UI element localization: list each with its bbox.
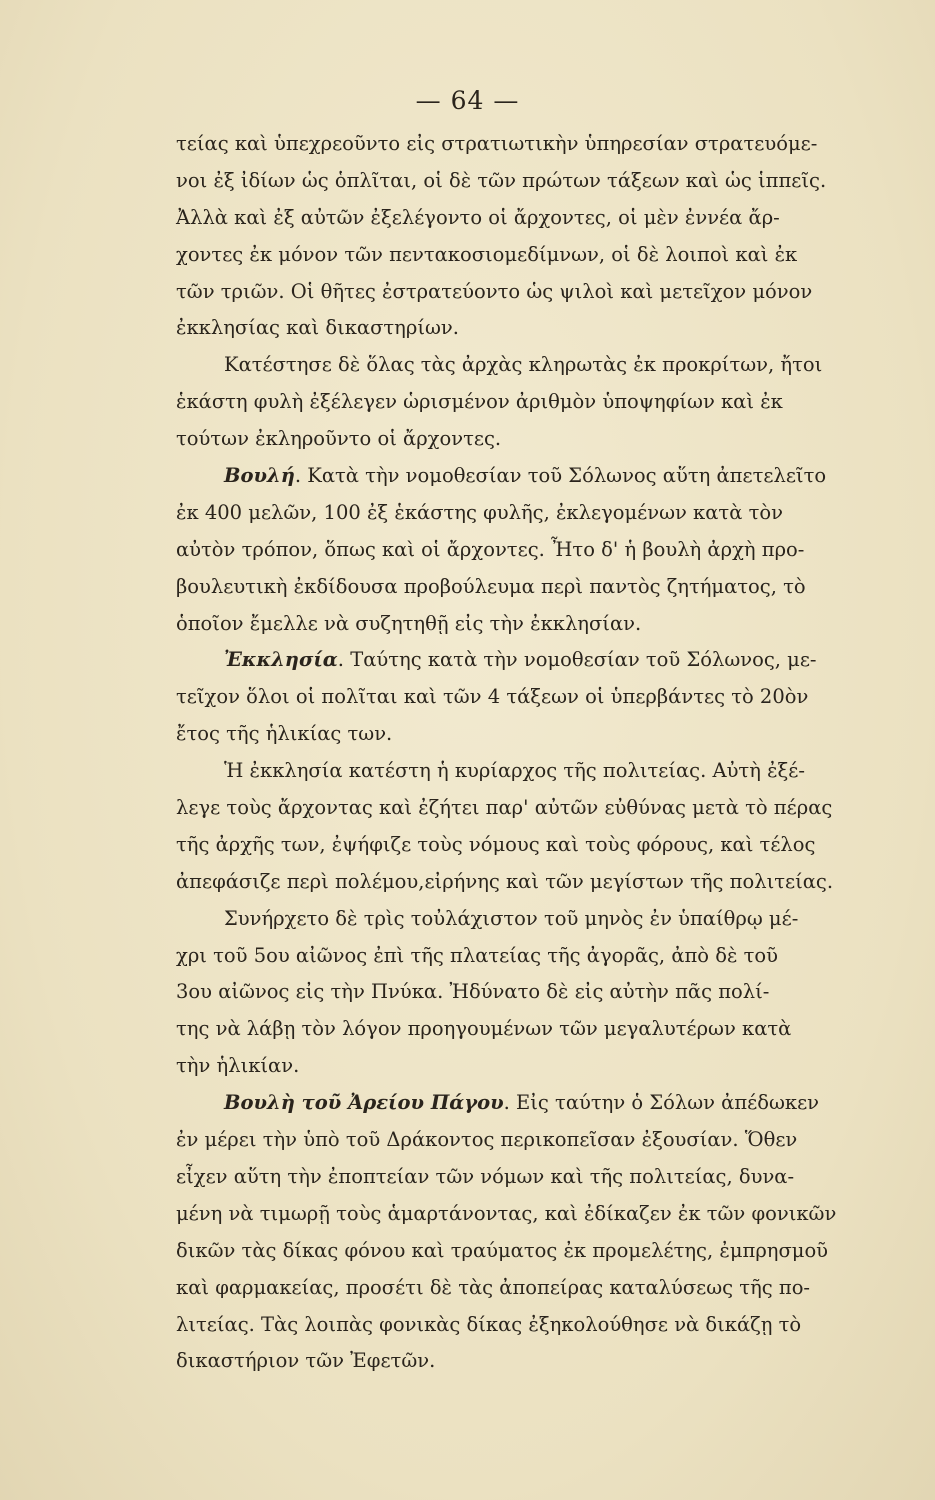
text-line: [176, 569, 911, 606]
page-number: — 64 —: [415, 86, 520, 115]
line-text: εἶχεν αὕτη τὴν ἐποπτείαν τῶν νόμων καὶ τῆς πολιτείας, δυνα-: [176, 1164, 795, 1188]
line-text: ἐκ 400 μελῶν, 100 ἐξ ἑκάστης φυλῆς, ἐκλεγομένων κατὰ τὸν: [176, 500, 783, 524]
line-text: δικαστήριον τῶν Ἐφετῶν.: [176, 1349, 436, 1373]
text-line: [176, 163, 911, 200]
line-text: χοντες ἐκ μόνον τῶν πεντακοσιομεδίμνων, οἱ δὲ λοιποὶ καὶ ἐκ: [176, 242, 798, 266]
line-text: . Ταύτης κατὰ τὴν νομοθεσίαν τοῦ Σόλωνος, με-: [337, 648, 817, 672]
text-line: [176, 974, 911, 1011]
text-line: [176, 1307, 911, 1344]
line-text: βουλευτικὴ ἐκδίδουσα προβούλευμα περὶ παντὸς ζητήματος, τὸ: [176, 574, 806, 598]
text-line: [176, 1233, 911, 1270]
line-text: ἀπεφάσιζε περὶ πολέμου,εἰρήνης καὶ τῶν μεγίστων τῆς πολιτείας.: [176, 869, 834, 893]
line-text: τεῖχον ὅλοι οἱ πολῖται καὶ τῶν 4 τάξεων οἱ ὑπερβάντες τὸ 20ὸν: [176, 685, 809, 709]
line-text: ἔτος τῆς ἡλικίας των.: [176, 722, 393, 746]
text-line: [176, 347, 911, 384]
line-text: . Εἰς ταύτην ὁ Σόλων ἀπέδωκεν: [503, 1091, 820, 1115]
line-text: τῶν τριῶν. Οἱ θῆτες ἐστρατεύοντο ὡς ψιλοὶ καὶ μετεῖχον μόνον: [176, 279, 813, 303]
text-line: [176, 274, 911, 311]
line-text: . Κατὰ τὴν νομοθεσίαν τοῦ Σόλωνος αὕτη ἀπετελεῖτο: [294, 464, 827, 488]
text-line: [176, 827, 911, 864]
line-text: ἐν μέρει τὴν ὑπὸ τοῦ Δράκοντος περικοπεῖσαν ἐξουσίαν. Ὅθεν: [176, 1128, 798, 1152]
line-text: 3ου αἰῶνος εἰς τὴν Πνύκα. Ἠδύνατο δὲ εἰς αὐτὴν πᾶς πολί-: [176, 980, 770, 1004]
line-text: μένη νὰ τιμωρῇ τοὺς ἁμαρτάνοντας, καὶ ἐδίκαζεν ἐκ τῶν φονικῶν: [176, 1201, 837, 1225]
line-text: νοι ἐξ ἰδίων ὡς ὁπλῖται, οἱ δὲ τῶν πρώτων τάξεων καὶ ὡς ἱππεῖς.: [176, 168, 827, 192]
section-heading: Βουλή: [224, 464, 295, 488]
text-line: [176, 384, 911, 421]
text-line: [176, 421, 911, 458]
text-line: [176, 790, 911, 827]
text-line: [176, 1343, 911, 1380]
line-text: τείας καὶ ὑπεχρεοῦντο εἰς στρατιωτικὴν ὑπηρεσίαν στρατευόμε-: [176, 132, 818, 155]
text-line: [176, 1159, 911, 1196]
line-text: Ἀλλὰ καὶ ἐξ αὐτῶν ἐξελέγοντο οἱ ἄρχοντες, οἱ μὲν ἐννέα ἄρ-: [176, 205, 780, 229]
line-text: δικῶν τὰς δίκας φόνου καὶ τραύματος ἐκ προμελέτης, ἐμπρησμοῦ: [176, 1238, 829, 1262]
text-line: [176, 310, 911, 347]
text-line: [176, 126, 911, 163]
text-line: [176, 1085, 911, 1122]
text-line: [176, 679, 911, 716]
text-line: [176, 1122, 911, 1159]
section-heading: Ἐκκλησία: [224, 648, 338, 672]
text-line: [176, 864, 911, 901]
text-line: [176, 1011, 911, 1048]
text-line: [176, 753, 911, 790]
line-text: λιτείας. Τὰς λοιπὰς φονικὰς δίκας ἐξηκολούθησε νὰ δικάζῃ τὸ: [176, 1312, 802, 1336]
body-text: [176, 126, 911, 1380]
line-text: λεγε τοὺς ἄρχοντας καὶ ἐζήτει παρ' αὐτῶν εὐθύνας μετὰ τὸ πέρας: [176, 796, 833, 820]
text-line: [176, 716, 911, 753]
line-text: της νὰ λάβῃ τὸν λόγον προηγουμένων τῶν μεγαλυτέρων κατὰ: [176, 1017, 792, 1041]
text-line: [176, 938, 911, 975]
line-text: Κατέστησε δὲ ὅλας τὰς ἀρχὰς κληρωτὰς ἐκ προκρίτων, ἤτοι: [224, 353, 823, 377]
section-heading: Βουλὴ τοῦ Ἀρείου Πάγου: [224, 1091, 504, 1115]
text-line: [176, 200, 911, 237]
line-text: τούτων ἐκληροῦντο οἱ ἄρχοντες.: [176, 427, 502, 451]
text-line: [176, 495, 911, 532]
text-line: [176, 642, 911, 679]
text-line: [176, 237, 911, 274]
line-text: Συνήρχετο δὲ τρὶς τοὐλάχιστον τοῦ μηνὸς ἐν ὑπαίθρῳ μέ-: [224, 906, 799, 930]
line-text: αὐτὸν τρόπον, ὅπως καὶ οἱ ἄρχοντες. Ἦτο δ' ἡ βουλὴ ἀρχὴ προ-: [176, 537, 805, 561]
line-text: τὴν ἡλικίαν.: [176, 1054, 300, 1078]
line-text: καὶ φαρμακείας, προσέτι δὲ τὰς ἀποπείρας καταλύσεως τῆς πο-: [176, 1275, 811, 1299]
text-line: [176, 901, 911, 938]
text-line: [176, 458, 911, 495]
text-line: [176, 606, 911, 643]
line-text: χρι τοῦ 5ου αἰῶνος ἐπὶ τῆς πλατείας τῆς ἀγορᾶς, ἀπὸ δὲ τοῦ: [176, 943, 779, 967]
text-line: [176, 1270, 911, 1307]
line-text: Ἡ ἐκκλησία κατέστη ἡ κυρίαρχος τῆς πολιτείας. Αὐτὴ ἐξέ-: [224, 759, 805, 783]
text-line: [176, 1196, 911, 1233]
line-text: ὁποῖον ἔμελλε νὰ συζητηθῇ εἰς τὴν ἐκκλησίαν.: [176, 611, 642, 635]
text-line: [176, 532, 911, 569]
text-line: [176, 1048, 911, 1085]
line-text: ἐκκλησίας καὶ δικαστηρίων.: [176, 316, 459, 340]
line-text: τῆς ἀρχῆς των, ἐψήφιζε τοὺς νόμους καὶ τοὺς φόρους, καὶ τέλος: [176, 832, 816, 856]
line-text: ἑκάστη φυλὴ ἐξέλεγεν ὡρισμένον ἀριθμὸν ὑποψηφίων καὶ ἐκ: [176, 390, 783, 414]
